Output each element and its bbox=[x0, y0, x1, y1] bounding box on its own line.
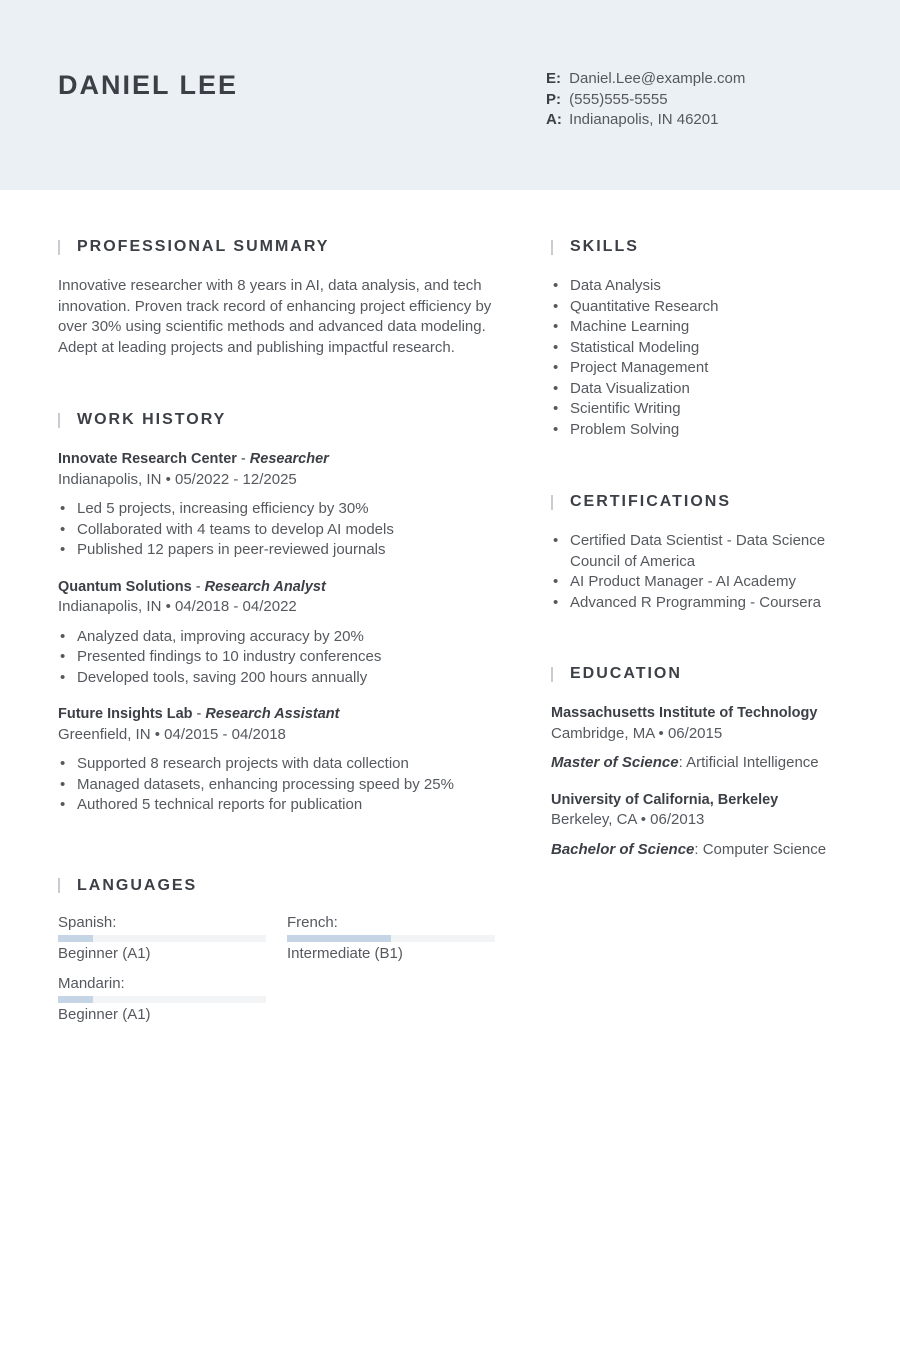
education-degree-line bbox=[551, 753, 851, 774]
language-level-fill bbox=[287, 935, 391, 942]
section-bar bbox=[58, 240, 60, 255]
job-role: Research Analyst bbox=[204, 578, 326, 595]
job-bullets bbox=[58, 754, 498, 816]
language-item bbox=[58, 913, 266, 964]
skills-list bbox=[551, 276, 851, 440]
section-title-text: LANGUAGES bbox=[77, 876, 198, 894]
language-name: Mandarin: bbox=[58, 974, 125, 992]
language-grid bbox=[58, 913, 498, 1043]
list-item: • Developed tools, saving 200 hours annually bbox=[58, 668, 498, 689]
job-meta: Indianapolis, IN • 05/2022 - 12/2025 bbox=[58, 470, 297, 488]
list-item: • Presented findings to 10 industry conferences bbox=[58, 647, 498, 668]
right-column bbox=[551, 236, 851, 860]
list-item: • Problem Solving bbox=[551, 420, 851, 441]
language-level-bar bbox=[58, 996, 266, 1003]
skills-section bbox=[551, 236, 851, 440]
list-item: • Supported 8 research projects with data collection bbox=[58, 754, 498, 775]
languages-section bbox=[58, 875, 498, 1043]
contact-phone bbox=[546, 90, 745, 111]
language-level-fill bbox=[58, 935, 93, 942]
contact-value: Daniel.Lee@example.com bbox=[569, 70, 746, 87]
list-item: • Statistical Modeling bbox=[551, 338, 851, 359]
education-field: : Artificial Intelligence bbox=[678, 754, 819, 771]
job-meta: Greenfield, IN • 04/2015 - 04/2018 bbox=[58, 725, 286, 743]
section-title-text: PROFESSIONAL SUMMARY bbox=[77, 238, 330, 255]
language-level: Intermediate (B1) bbox=[287, 944, 403, 962]
section-title bbox=[551, 236, 851, 258]
list-item: • Led 5 projects, increasing efficiency by 30% bbox=[58, 499, 498, 520]
work-section bbox=[58, 409, 498, 816]
education-degree: Master of Science bbox=[551, 754, 679, 771]
section-bar bbox=[58, 413, 60, 428]
contact-address bbox=[546, 110, 745, 131]
job-company: Quantum Solutions bbox=[58, 578, 192, 595]
job-role: Research Assistant bbox=[205, 706, 340, 722]
education-meta: Cambridge, MA • 06/2015 bbox=[551, 724, 723, 742]
list-item: • Analyzed data, improving accuracy by 20% bbox=[58, 627, 498, 648]
section-bar bbox=[551, 667, 553, 682]
section-bar bbox=[551, 495, 553, 510]
list-item: • Machine Learning bbox=[551, 317, 851, 338]
list-item: • Authored 5 technical reports for publication bbox=[58, 795, 498, 816]
job-title: Quantum Solutions - Research Analyst bbox=[58, 578, 326, 595]
section-title bbox=[551, 491, 851, 513]
certifications-section bbox=[551, 491, 851, 613]
certifications-list bbox=[551, 531, 851, 613]
language-name: French: bbox=[287, 913, 338, 931]
section-title-text: WORK HISTORY bbox=[77, 411, 227, 428]
contact-value: (555)555-5555 bbox=[569, 90, 668, 108]
education-school: University of California, Berkeley bbox=[551, 791, 779, 808]
list-item: • Published 12 papers in peer-reviewed journals bbox=[58, 540, 498, 561]
section-title bbox=[551, 663, 851, 685]
education-entry bbox=[551, 703, 851, 774]
list-item: • Certified Data Scientist - Data Science Council of America bbox=[551, 531, 851, 572]
list-item: • Managed datasets, enhancing processing speed by 25% bbox=[58, 775, 498, 796]
education-field: : Computer Science bbox=[694, 840, 827, 858]
education-section bbox=[551, 663, 851, 860]
contact-value: Indianapolis, IN 46201 bbox=[569, 111, 719, 128]
left-column bbox=[58, 236, 498, 1043]
language-item bbox=[287, 913, 495, 964]
job-company: Innovate Research Center bbox=[58, 451, 237, 467]
job-entry bbox=[58, 449, 498, 561]
resume-header bbox=[0, 0, 900, 190]
job-entry bbox=[58, 577, 498, 689]
job-bullets bbox=[58, 627, 498, 689]
education-degree: Bachelor of Science bbox=[551, 840, 695, 858]
section-bar bbox=[58, 878, 60, 893]
language-level: Beginner (A1) bbox=[58, 1005, 151, 1023]
job-title: Future Insights Lab - Research Assistant bbox=[58, 706, 340, 722]
job-bullets bbox=[58, 499, 498, 561]
contact-block bbox=[546, 69, 745, 131]
contact-key: E: bbox=[546, 70, 561, 87]
list-item: • AI Product Manager - AI Academy bbox=[551, 572, 851, 593]
education-meta: Berkeley, CA • 06/2013 bbox=[551, 811, 705, 828]
language-level-fill bbox=[58, 996, 93, 1003]
job-role: Researcher bbox=[249, 451, 329, 467]
section-title-text: SKILLS bbox=[570, 238, 639, 255]
education-school: Massachusetts Institute of Technology bbox=[551, 705, 818, 721]
education-degree-line bbox=[551, 840, 851, 861]
list-item: • Project Management bbox=[551, 358, 851, 379]
job-meta: Indianapolis, IN • 04/2018 - 04/2022 bbox=[58, 598, 297, 615]
language-level: Beginner (A1) bbox=[58, 944, 151, 962]
list-item: • Advanced R Programming - Coursera bbox=[551, 593, 851, 614]
language-name: Spanish: bbox=[58, 913, 117, 931]
section-title-text: EDUCATION bbox=[570, 665, 682, 682]
job-company: Future Insights Lab bbox=[58, 706, 193, 722]
list-item: • Data Analysis bbox=[551, 276, 851, 297]
education-entry bbox=[551, 790, 851, 861]
contact-key: P: bbox=[546, 90, 561, 108]
contact-email bbox=[546, 69, 745, 90]
candidate-name: DANIEL LEE bbox=[58, 70, 239, 100]
contact-key: A: bbox=[546, 111, 562, 128]
list-item: • Data Visualization bbox=[551, 379, 851, 400]
list-item: • Quantitative Research bbox=[551, 297, 851, 318]
section-title-text: CERTIFICATIONS bbox=[570, 493, 732, 510]
summary-section bbox=[58, 236, 498, 358]
language-level-bar bbox=[58, 935, 266, 942]
language-level-bar bbox=[287, 935, 495, 942]
language-item bbox=[58, 974, 266, 1025]
section-bar bbox=[551, 240, 553, 255]
section-title bbox=[58, 236, 498, 258]
section-title bbox=[58, 875, 498, 897]
section-title bbox=[58, 409, 498, 431]
job-entry bbox=[58, 704, 498, 816]
list-item: • Scientific Writing bbox=[551, 399, 851, 420]
summary-text: Innovative researcher with 8 years in AI, data analysis, and tech innovation. Proven track record of enhancing project efficiency by over 30% using scientific methods and advanced data modeling. Adept at leading projects and publishing impactful research. bbox=[58, 277, 492, 356]
job-title: Innovate Research Center - Researcher bbox=[58, 451, 329, 467]
list-item: • Collaborated with 4 teams to develop AI models bbox=[58, 520, 498, 541]
